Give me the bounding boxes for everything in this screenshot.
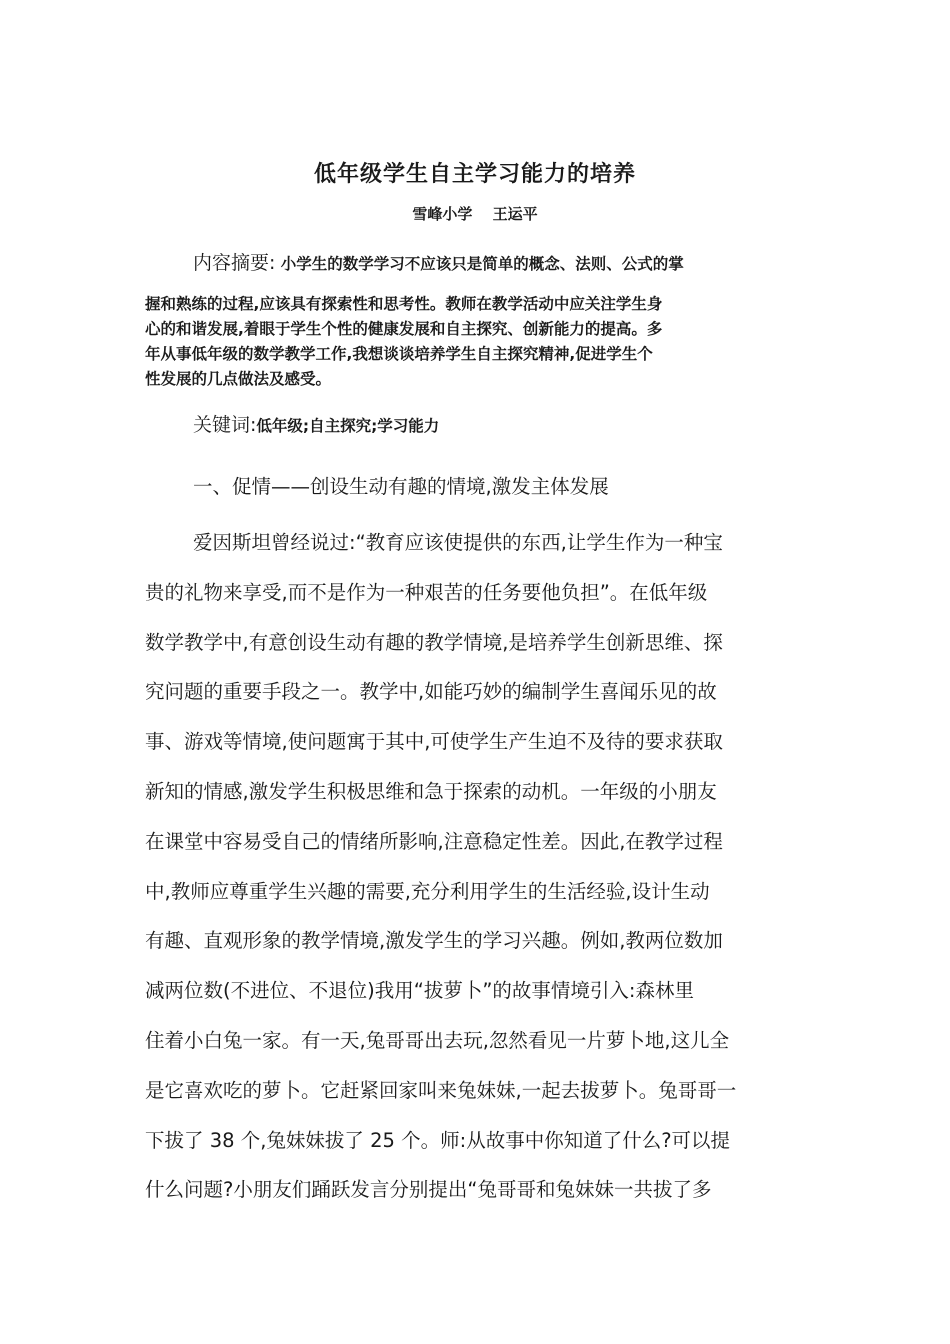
keywords-value: 低年级;自主探究;学习能力: [256, 417, 440, 435]
keywords-line: [193, 410, 813, 437]
paragraph-line: 减两位数(不进位、不退位)我用“拔萝卜”的故事情境引入:森林里: [145, 979, 694, 1003]
abstract-line: 性发展的几点做法及感受。: [145, 370, 332, 388]
keywords-label: 关键词:: [193, 414, 257, 436]
section-heading: 一、促情——创设生动有趣的情境,激发主体发展: [193, 475, 609, 498]
paragraph-line: 在课堂中容易受自己的情绪所影响,注意稳定性差。因此,在教学过程: [145, 829, 723, 853]
paragraph-line: 究问题的重要手段之一。教学中,如能巧妙的编制学生喜闻乐见的故: [145, 680, 717, 704]
abstract-text: 小学生的数学学习不应该只是简单的概念、法则、公式的掌: [275, 255, 684, 273]
paragraph-line: 数学教学中,有意创设生动有趣的教学情境,是培养学生创新思维、探: [145, 630, 723, 654]
paragraph-line: 下拔了 38 个,兔妹妹拔了 25 个。师:从故事中你知道了什么?可以提: [145, 1128, 731, 1152]
body-paragraph: [145, 518, 810, 1215]
abstract-line: 握和熟练的过程,应该具有探索性和思考性。教师在教学活动中应关注学生身: [145, 295, 663, 313]
abstract-line: 心的和谐发展,着眼于学生个性的健康发展和自主探究、创新能力的提高。多: [145, 320, 663, 338]
paragraph-line: 有趣、直观形象的教学情境,激发学生的学习兴趣。例如,教两位数加: [145, 929, 723, 953]
paragraph-line: 是它喜欢吃的萝卜。它赶紧回家叫来兔妹妹,一起去拔萝卜。兔哥哥一: [145, 1078, 737, 1102]
paragraph-line: 什么问题?小朋友们踊跃发言分别提出“兔哥哥和兔妹妹一共拔了多: [145, 1178, 712, 1202]
paragraph-line: 新知的情感,激发学生积极思维和急于探索的动机。一年级的小朋友: [145, 779, 717, 803]
abstract-block: [145, 247, 810, 392]
abstract-label: 内容摘要:: [193, 252, 276, 274]
paragraph-line: 事、游戏等情境,使问题寓于其中,可使学生产生迫不及待的要求获取: [145, 730, 723, 754]
author-line: 雪峰小学 王运平: [412, 205, 538, 223]
paragraph-line: 中,教师应尊重学生兴趣的需要,充分利用学生的生活经验,设计生动: [145, 879, 710, 903]
abstract-line: [145, 247, 810, 281]
paragraph-line: 住着小白兔一家。有一天,兔哥哥出去玩,忽然看见一片萝卜地,这儿全: [145, 1028, 730, 1052]
paragraph-line: 爱因斯坦曾经说过:“教育应该使提供的东西,让学生作为一种宝: [193, 531, 723, 554]
abstract-line: 年从事低年级的数学教学工作,我想谈谈培养学生自主探究精神,促进学生个: [145, 345, 653, 363]
paragraph-line: 贵的礼物来享受,而不是作为一种艰苦的任务要他负担”。在低年级: [145, 580, 708, 604]
document-title: 低年级学生自主学习能力的培养: [313, 162, 636, 187]
